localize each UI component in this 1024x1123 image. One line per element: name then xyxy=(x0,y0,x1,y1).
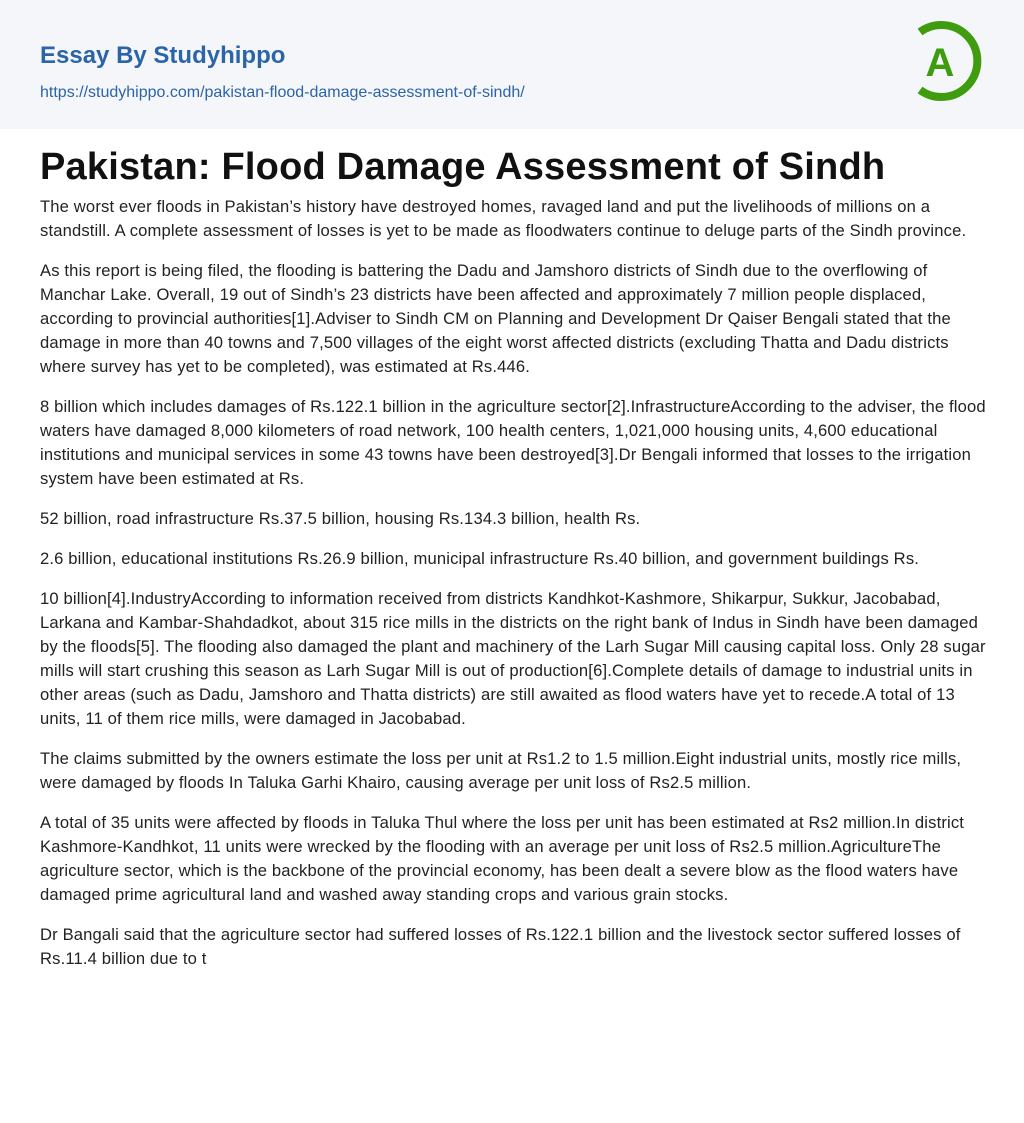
paragraph: Dr Bangali said that the agriculture sector had suffered losses of Rs.122.1 billion and the livestock sector suffered losses of Rs.11.4 billion due to t xyxy=(40,925,961,968)
essay-body xyxy=(40,195,988,987)
paragraph: A total of 35 units were affected by floods in Taluka Thul where the loss per unit has been estimated at Rs2 million.In district Kashmore-Kandhkot, 11 units were wrecked by the flooding with an average per unit loss of Rs2.5 million.AgricultureThe agriculture sector, which is the backbone of the provincial economy, has been dealt a severe blow as the flood waters have damaged prime agricultural land and washed away standing crops and various grain stocks. xyxy=(40,813,965,904)
paragraph: 2.6 billion, educational institutions Rs.26.9 billion, municipal infrastructure Rs.40 billion, and government buildings Rs. xyxy=(40,549,920,568)
paragraph: The claims submitted by the owners estimate the loss per unit at Rs1.2 to 1.5 million.Eight industrial units, mostly rice mills, were damaged by floods In Taluka Garhi Khairo, causing average per unit loss of Rs2.5 million. xyxy=(40,749,962,792)
paragraph: 10 billion[4].IndustryAccording to information received from districts Kandhkot-Kashmore, Shikarpur, Sukkur, Jacobabad, Larkana and Kambar-Shahdadkot, about 315 rice mills in the districts on the right bank of Indus in Sindh have been damaged by the floods[5]. The flooding also damaged the plant and machinery of the Larh Sugar Mill causing capital loss. Only 28 sugar mills will start crushing this season as Larh Sugar Mill is out of production[6].Complete details of damage to industrial units in other areas (such as Dadu, Jamshoro and Thatta districts) are still awaited as flood waters have yet to recede.A total of 13 units, 11 of them rice mills, were damaged in Jacobabad. xyxy=(40,589,986,728)
page-header xyxy=(0,0,1024,129)
studyhippo-logo-icon xyxy=(912,18,984,104)
paragraph: 8 billion which includes damages of Rs.122.1 billion in the agriculture sector[2].InfrastructureAccording to the adviser, the flood waters have damaged 8,000 kilometers of road network, 100 health centers, 1,021,000 housing units, 4,600 educational institutions and municipal services in some 43 towns have been destroyed[3].Dr Bengali informed that losses to the irrigation system have been estimated at Rs. xyxy=(40,397,986,488)
brand-title: Essay By Studyhippo xyxy=(40,42,286,69)
paragraph: The worst ever floods in Pakistan’s history have destroyed homes, ravaged land and put the livelihoods of millions on a standstill. A complete assessment of losses is yet to be made as floodwaters continue to deluge parts of the Sindh province. xyxy=(40,197,967,240)
page-title: Pakistan: Flood Damage Assessment of Sindh xyxy=(40,146,886,188)
logo-letter: A xyxy=(925,41,955,85)
essay-url-link[interactable]: https://studyhippo.com/pakistan-flood-damage-assessment-of-sindh/ xyxy=(40,84,525,101)
paragraph: As this report is being filed, the flooding is battering the Dadu and Jamshoro districts of Sindh due to the overflowing of Manchar Lake. Overall, 19 out of Sindh’s 23 districts have been affected and approximately 7 million people displaced, according to provincial authorities[1].Adviser to Sindh CM on Planning and Development Dr Qaiser Bengali stated that the damage in more than 40 towns and 7,500 villages of the eight worst affected districts (excluding Thatta and Dadu districts where survey has yet to be completed), was estimated at Rs.446. xyxy=(40,261,951,376)
paragraph: 52 billion, road infrastructure Rs.37.5 billion, housing Rs.134.3 billion, health Rs. xyxy=(40,509,641,528)
